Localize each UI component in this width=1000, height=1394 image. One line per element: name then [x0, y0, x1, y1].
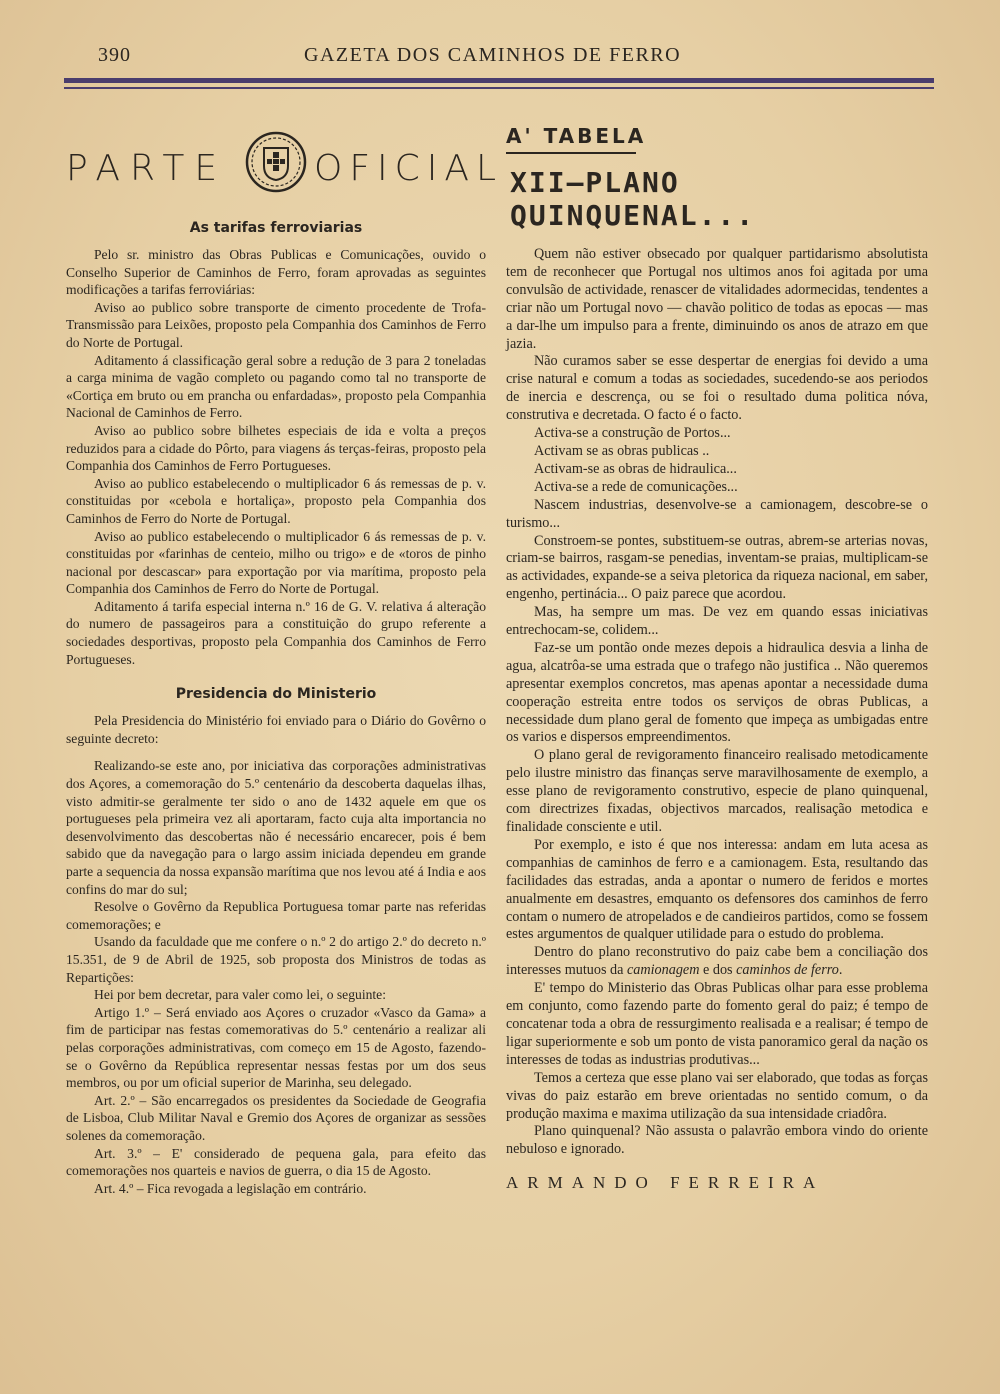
paragraph: Temos a certeza que esse plano vai ser elaborado, que todas as forças vivas do paiz estarão em breve orientadas no sentido comum, o da produção maxima e maxima utilização da sua intensidade criadôra.	[506, 1069, 928, 1122]
paragraph: Art. 2.º – São encarregados os presidentes da Sociedade de Geografia de Lisboa, Club Militar Naval e Gremio dos Açores de organizar as sessões solenes da comemoração.	[66, 1092, 486, 1143]
tabela-heading: A' TABELA	[506, 124, 647, 148]
paragraph: Realizando-se este ano, por iniciativa das corporações administrativas dos Açores, a comemoração do 5.º centenário da descoberta daquelas ilhas, visto admitir-se geralmente ter sido o ano de 1432 aquele em que os portugueses pela primeira vez ali aportaram, facto cuja alta importancia no desenvolvimento das descobertas não é necessário encarecer, pois é bem sabido que da navegação para o largo assim iniciada dependeu em grande parte a sequencia da nossa expansão marítima que nos levou até á India e aos confins do mar do sul;	[66, 758, 486, 897]
paragraph: Aviso ao publico estabelecendo o multiplicador 6 ás remessas de p. v. constituidas por «farinhas de centeio, milho ou trigo» e de «toros de pinho nacional por descascar» para exportação por via marítima, proposto pela Companhia dos Caminhos de Ferro do Norte de Portugal.	[66, 528, 486, 597]
paragraph: Pela Presidencia do Ministério foi enviado para o Diário do Govêrno o seguinte decreto:	[66, 713, 486, 746]
section-presidencia	[66, 712, 486, 1197]
header-rule-thin	[64, 87, 934, 89]
paragraph: E' tempo do Ministerio das Obras Publicas olhar para esse problema em conjunto, como fazendo parte do fomento geral do paiz; é tempo de concatenar toda a obra de ressurgimento realisada e a realisar; é tempo de ligar superiormente e sob um ponto de vista panoramico geral da nação os interesses de todas as industrias produtivas...	[506, 980, 928, 1068]
left-column	[66, 120, 504, 1197]
paragraph: Aviso ao publico sobre transporte de cimento procedente de Trofa-Transmissão para Leixões, proposto pela Companhia dos Caminhos de Ferro do Norte de Portugal.	[66, 299, 486, 350]
paragraph: Quem não estiver obsecado por qualquer partidarismo absolutista tem de reconhecer que Portugal nos ultimos anos foi agitada por uma convulsão de actividade, renascer de vitalidades adormecidas, tendentes a criar não um Portugal novo — chavão politico de todas as epocas — mas a dar-lhe um impulso para a frente, diminuindo os anos de atrazo em que jazia.	[506, 246, 928, 352]
author-signature: ARMANDO FERREIRA	[506, 1173, 825, 1193]
paragraph: Plano quinquenal? Não assusta o palavrão embora vindo do oriente nebuloso e ignorado.	[506, 1123, 928, 1158]
emphasis-camionagem: camionagem	[626, 962, 700, 979]
paragraph: Faz-se um pontão onde mezes depois a hidraulica desvia a linha de agua, alcatrôa-se uma estrada que o trafego não justifica .. Não queremos apresentar exemplos concretos, mas apenas apontar a necessidade duma cooperação estreita entre todos os serviços de obras Publicas, a necessidade dum plano geral de fomento que impeça as umbigadas entre os varios e dispersos empreendimentos.	[506, 639, 928, 746]
paragraph: Aviso ao publico sobre bilhetes especiais de ida e volta a preços reduzidos para a cidade do Pôrto, para viagens ás terças-feiras, proposto pela Companhia dos Caminhos de Ferro Portugueses.	[66, 422, 486, 474]
paragraph: Artigo 1.º – Será enviado aos Açores o cruzador «Vasco da Gama» a fim de participar nas festas comemorativas do 5.º centenário a realizar ali pelas corporações administrativas, com começo em 15 de Agosto, fazendo-se o Govêrno da República representar nessas festas por um dos seus membros, ou por um oficial superior de Marinha, seu delegado.	[66, 1004, 486, 1091]
paragraph: O plano geral de revigoramento financeiro realisado metodicamente pelo ilustre ministro das finanças serve maravilhosamente de exemplo, a esse plano de revigoramento construtivo, especie de plano quinquenal, com directrizes fixadas, objectivos marcados, realisação metodica e finalidade consciente e util.	[506, 747, 928, 835]
paragraph: Não curamos saber se esse despertar de energias foi devido a uma crise natural e comum a todas as sociedades, sucedendo-se aos periodos de inercia e descrença, ou se foi o resultado duma politica nóva, construtiva e decretada. O facto é o facto.	[506, 353, 928, 424]
text: .	[838, 962, 843, 979]
paragraph: Hei por bem decretar, para valer como lei, o seguinte:	[94, 987, 386, 1003]
right-column	[506, 120, 928, 1193]
list-item: Activa-se a rede de comunicações...	[534, 478, 738, 495]
article-title: XII—PLANO QUINQUENAL...	[510, 166, 756, 232]
list-item: Activam-se as obras de hidraulica...	[534, 460, 737, 477]
list-item: Activa-se a construção de Portos...	[534, 425, 731, 442]
section-heading-presidencia: Presidencia do Ministerio	[175, 686, 377, 703]
emphasis-caminhos: caminhos de ferro	[736, 962, 839, 979]
page-number: 390	[98, 44, 131, 66]
paragraph: Aviso ao publico estabelecendo o multiplicador 6 ás remessas de p. v. constituidas por «cebola e hortaliça», proposto pela Companhia dos Caminhos de Ferro do Norte de Portugal.	[66, 475, 486, 526]
list-item: Activam se as obras publicas ..	[534, 442, 710, 459]
section-tarifas	[66, 246, 486, 668]
portuguese-coat-of-arms-icon	[244, 130, 308, 194]
text: Dentro do plano reconstrutivo do paiz cabe bem a conciliação dos interesses mutuos da	[506, 944, 928, 979]
text: e dos	[703, 962, 733, 979]
paragraph: Aditamento á classificação geral sobre a redução de 3 para 2 toneladas a carga minima de vagão completo ou pagando como tal no transporte de «Cortiça em bruto ou em prancha ou enfardadas», proposto pela Companhia Nacional de Caminhos de Ferro.	[66, 352, 486, 421]
section-heading-tarifas: As tarifas ferroviarias	[189, 220, 363, 236]
paragraph: Art. 4.º – Fica revogada a legislação em contrário.	[94, 1180, 367, 1196]
journal-title: GAZETA DOS CAMINHOS DE FERRO	[304, 44, 682, 66]
page-header	[64, 40, 934, 74]
paragraph: Art. 3.º – E' considerado de pequena gala, para efeito das comemorações nos quarteis e navios de guerra, o dia 15 de Agosto.	[66, 1145, 486, 1179]
paragraph: Pelo sr. ministro das Obras Publicas e Comunicações, ouvido o Conselho Superior de Caminhos de Ferro, foram aprovadas as seguintes modificações a tarifas ferroviárias:	[66, 247, 486, 298]
paragraph: Constroem-se pontes, substituem-se outras, abrem-se arterias novas, criam-se bairros, rasgam-se penedias, inventam-se praias, multiplicam-se as actividades, expande-se a seiva pletorica da riqueza nacional, em saber, engenho, pertinácia... O paiz parece que acordou.	[506, 532, 928, 603]
oficial-word: OFICIAL	[314, 148, 504, 189]
tabela-underline	[506, 152, 636, 154]
paragraph: Usando da faculdade que me confere o n.º 2 do artigo 2.º do decreto n.º 15.351, de 9 de Abril de 1925, sob proposta dos Ministros de todas as Repartições:	[66, 934, 486, 985]
paragraph: Aditamento á tarifa especial interna n.º 16 de G. V. relativa á alteração do numero de passageiros para a constituição do grupo referente a sociedades desportivas, proposto pela Companhia dos Caminhos de Ferro Portugueses.	[66, 598, 486, 667]
parte-oficial-banner	[66, 126, 504, 202]
paragraph: Resolve o Govêrno da Republica Portuguesa tomar parte nas referidas comemorações; e	[66, 899, 486, 932]
paragraph: Mas, ha sempre um mas. De vez em quando essas iniciativas entrechocam-se, colidem...	[506, 604, 928, 639]
header-rule-thick	[64, 78, 934, 83]
parte-word: PARTE	[66, 148, 228, 189]
paragraph: Por exemplo, e isto é que nos interessa: andam em luta acesa as companhias de caminhos de ferro e a camionagem. Esta, resultando das facilidades das estradas, anda a apontar o numero de feridos e mortes anualmente em desastres, emquanto os defensores dos caminhos de ferro contam o numero de atropelados e de candieiros partidos, como se fossem estes argumentos de qualquer utilidade para o estudo do problema.	[506, 836, 928, 943]
paragraph-conciliacao	[506, 944, 928, 980]
paragraph: Nascem industrias, desenvolve-se a camionagem, descobre-se o turismo...	[506, 496, 928, 531]
article-body	[506, 246, 928, 1159]
